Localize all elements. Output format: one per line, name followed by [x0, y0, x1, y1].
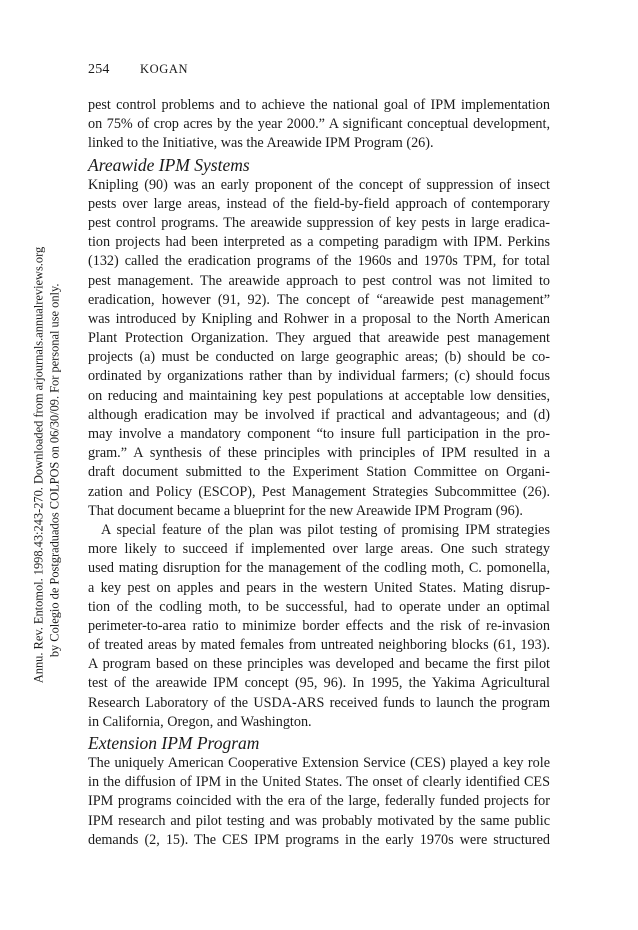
download-notice-line-1: Annu. Rev. Entomol. 1998.43:243-270. Downloaded from arjournals.annualreviews.org: [31, 246, 46, 684]
text-line: pest control problems and to achieve the national goal of IPM implementation: [88, 97, 550, 113]
text-line: on reducing and maintaining key pest populations at acceptable low densities,: [88, 387, 550, 404]
text-line: test of the areawide IPM concept (95, 96). In 1995, the Yakima Agricultural: [88, 675, 550, 692]
text-line: more likely to succeed if implemented over large areas. One such strategy: [88, 541, 550, 558]
text-line: That document became a blueprint for the new Areawide IPM Program (96).: [88, 502, 523, 519]
text-line: pest control programs. The areawide suppression of key pests in large eradica-: [88, 214, 550, 231]
text-line: was introduced by Knipling and Rohwer in a proposal to the North American: [88, 310, 550, 327]
text-line: linked to the Initiative, was the Areawide IPM Program (26).: [88, 135, 434, 152]
text-line: zation and Policy (ESCOP), Pest Management Strategies Subcommittee (26).: [88, 483, 550, 500]
text-line: tion projects had been interpreted as a competing paradigm with IPM. Perkins: [88, 234, 550, 251]
text-line: A special feature of the plan was pilot testing of promising IPM strategies: [101, 521, 550, 538]
text-line: a key pest on apples and pears in the western United States. Mating disrup-: [88, 579, 550, 596]
running-header: [88, 62, 188, 78]
text-line: Knipling (90) was an early proponent of the concept of suppression of insect: [88, 176, 550, 193]
text-line: in the diffusion of IPM in the United States. The onset of clearly identified CES: [88, 774, 550, 791]
text-line: projects (a) must be conducted on large geographic areas; (b) should be co-: [88, 349, 550, 366]
text-line: of treated areas by mated females from untreated neighboring blocks (61, 193).: [88, 637, 550, 654]
text-line: gram.” A synthesis of these principles with principles of IPM resulted in a: [88, 445, 550, 462]
text-line: demands (2, 15). The CES IPM programs in the early 1970s were structured: [88, 831, 550, 848]
text-line: Research Laboratory of the USDA-ARS received funds to launch the program: [88, 694, 550, 711]
text-line: pest management. The areawide approach to pest control was not limited to: [88, 272, 550, 289]
text-line: pests over large areas, instead of the field-by-field approach of contemporary: [88, 195, 550, 212]
areawide-paragraph-2: [88, 521, 550, 732]
text-line: in California, Oregon, and Washington.: [88, 713, 312, 730]
text-line: draft document submitted to the Experiment Station Committee on Organi-: [88, 464, 550, 481]
page-body: [88, 96, 550, 850]
text-line: Plant Protection Organization. They argued that areawide pest management: [88, 330, 550, 347]
text-line: although eradication may be involved if practical and advantageous; and (d): [88, 406, 550, 423]
text-line: A program based on these principles was developed and became the first pilot: [88, 656, 550, 673]
text-line: eradication, however (91, 92). The concept of “areawide pest management”: [88, 291, 550, 308]
intro-paragraph: [88, 96, 550, 154]
text-line: on 75% of crop acres by the year 2000.” A significant conceptual development,: [88, 116, 550, 133]
text-line: used mating disruption for the management of the codling moth, C. pomonella,: [88, 560, 550, 577]
section-heading-areawide: Areawide IPM Systems: [88, 154, 250, 175]
text-line: (132) called the eradication programs of the 1960s and 1970s TPM, for total: [88, 253, 550, 270]
text-line: The uniquely American Cooperative Extension Service (CES) played a key role: [88, 755, 550, 771]
text-line: may involve a mandatory component “to insure full participation in the pro-: [88, 426, 550, 442]
text-line: IPM research and pilot testing and was probably motivated by the same public: [88, 812, 550, 829]
page-number: 254: [88, 62, 110, 77]
text-line: tion of the codling moth, to be successful, had to operate under an optimal: [88, 598, 550, 615]
extension-paragraph-1: [88, 754, 550, 850]
text-line: IPM programs coincided with the era of the large, federally funded projects for: [88, 793, 550, 810]
text-line: ordinated by organizations rather than by individual farmers; (c) should focus: [88, 368, 550, 385]
section-heading-extension: Extension IPM Program: [88, 733, 260, 753]
areawide-paragraph-1: [88, 176, 550, 521]
download-notice-line-2: by Colegio de Postgraduados COLPOS on 06/30/09. For personal use only.: [47, 283, 61, 658]
running-head-author: KOGAN: [140, 62, 189, 76]
text-line: perimeter-to-area ratio to minimize border effects and the risk of re-invasion: [88, 617, 550, 634]
